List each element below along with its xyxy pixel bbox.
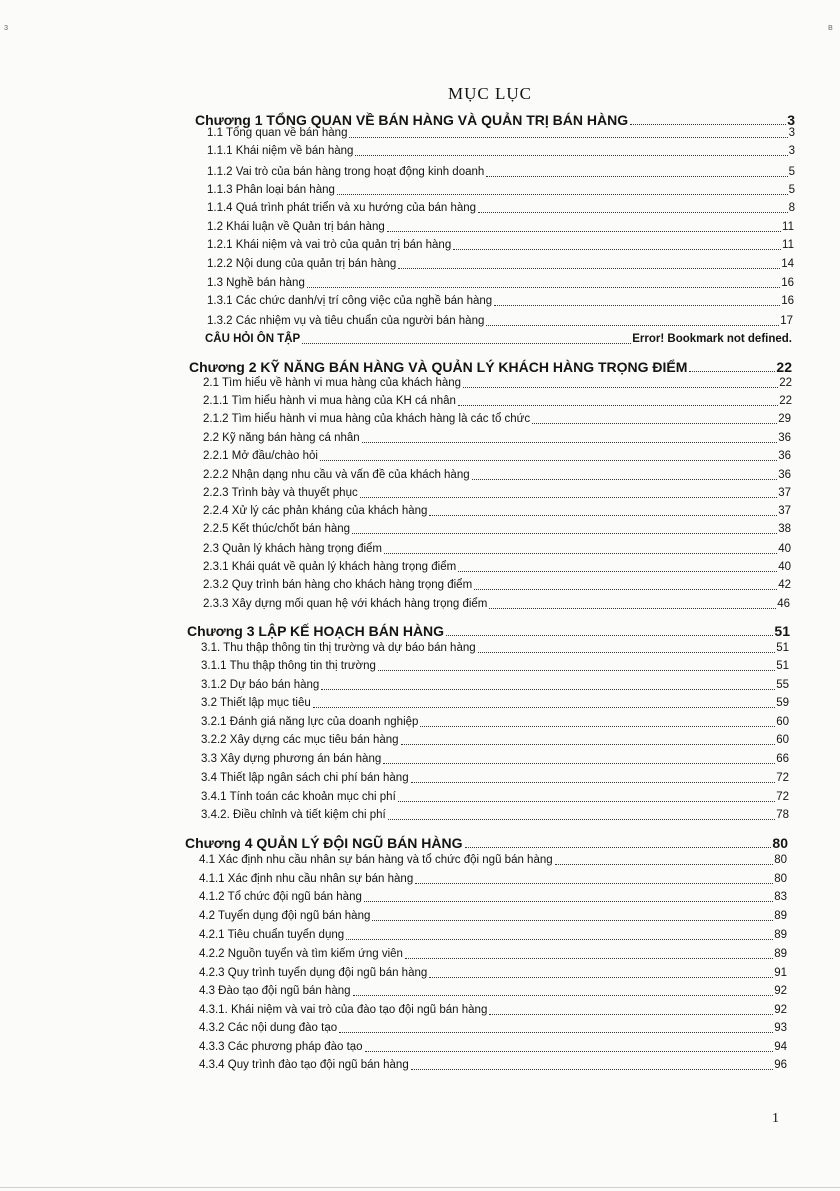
toc-entry-title: 3.2.2 Xây dựng các mục tiêu bán hàng xyxy=(201,734,399,746)
toc-entry[interactable] xyxy=(207,146,795,158)
toc-entry[interactable] xyxy=(201,643,789,655)
dot-leader xyxy=(398,801,775,802)
toc-entry-title: 3.4.1 Tính toán các khoản mục chi phí xyxy=(201,791,396,803)
dot-leader xyxy=(387,231,781,232)
toc-entry-page: 60 xyxy=(776,716,789,728)
toc-entry-page: 22 xyxy=(779,395,792,407)
dot-leader xyxy=(321,689,775,690)
toc-entry-page: 36 xyxy=(778,432,791,444)
dot-leader xyxy=(383,763,775,764)
toc-entry[interactable] xyxy=(207,203,795,215)
toc-entry[interactable] xyxy=(203,580,791,592)
dot-leader xyxy=(446,635,773,636)
toc-entry[interactable] xyxy=(201,754,789,766)
dot-leader xyxy=(478,652,776,653)
dot-leader xyxy=(494,305,780,306)
toc-entry[interactable] xyxy=(203,396,792,408)
toc-entry-title: 3.1. Thu thập thông tin thị trường và dự báo bán hàng xyxy=(201,642,476,654)
toc-entry-title: 4.3.3 Các phương pháp đào tạo xyxy=(199,1041,363,1053)
toc-entry[interactable] xyxy=(199,1060,787,1072)
toc-entry-title: 1.2.2 Nội dung của quản trị bán hàng xyxy=(207,258,397,270)
toc-entry-title: 1.1.4 Quá trình phát triển và xu hướng của bán hàng xyxy=(207,202,477,214)
dot-leader xyxy=(360,497,777,498)
dot-leader xyxy=(472,479,778,480)
toc-entry-page: 89 xyxy=(774,910,787,922)
toc-entry-page: 93 xyxy=(774,1022,787,1034)
toc-entry[interactable] xyxy=(203,470,791,482)
dot-leader xyxy=(349,137,787,138)
dot-leader xyxy=(486,325,779,326)
toc-entry-page: 16 xyxy=(781,277,794,289)
dot-leader xyxy=(302,343,631,344)
dot-leader xyxy=(420,726,775,727)
dot-leader xyxy=(411,1069,773,1070)
toc-entry-page: Error! Bookmark not defined. xyxy=(632,333,792,345)
toc-entry[interactable] xyxy=(207,296,794,308)
toc-entry-page: 5 xyxy=(788,166,795,178)
toc-entry[interactable] xyxy=(201,698,789,710)
toc-entry[interactable] xyxy=(201,735,789,747)
toc-entry-page: 51 xyxy=(776,642,789,654)
toc-entry[interactable] xyxy=(205,334,792,346)
toc-entry[interactable] xyxy=(203,414,791,426)
dot-leader xyxy=(388,819,775,820)
dot-leader xyxy=(346,939,773,940)
toc-entry-title: Chương 1 TỔNG QUAN VỀ BÁN HÀNG VÀ QUẢN TRỊ BÁN HÀNG xyxy=(195,112,629,128)
toc-entry[interactable] xyxy=(203,451,791,463)
toc-entry-page: 60 xyxy=(776,734,789,746)
toc-entry[interactable] xyxy=(199,986,787,998)
toc-chapter-entry[interactable] xyxy=(189,360,792,374)
dot-leader xyxy=(313,707,775,708)
toc-entry-page: 36 xyxy=(778,450,791,462)
toc-entry-page: 5 xyxy=(788,184,795,196)
dot-leader xyxy=(415,883,773,884)
dot-leader xyxy=(362,442,778,443)
toc-entry-page: 92 xyxy=(774,1004,787,1016)
toc-entry-title: Chương 3 LẬP KẾ HOẠCH BÁN HÀNG xyxy=(187,623,445,639)
toc-entry-title: 4.1.1 Xác định nhu cầu nhân sự bán hàng xyxy=(199,873,414,885)
toc-entry-page: 40 xyxy=(778,561,791,573)
toc-entry-title: 1.3.2 Các nhiệm vụ và tiêu chuẩn của người bán hàng xyxy=(207,315,485,327)
toc-entry-page: 66 xyxy=(776,753,789,765)
toc-entry-page: 37 xyxy=(778,505,791,517)
toc-entry[interactable] xyxy=(199,1023,787,1035)
toc-entry-page: 29 xyxy=(778,413,791,425)
dot-leader xyxy=(458,405,778,406)
page-title: MỤC LỤC xyxy=(448,84,532,103)
toc-entry[interactable] xyxy=(201,810,789,822)
toc-entry-title: Chương 4 QUẢN LÝ ĐỘI NGŨ BÁN HÀNG xyxy=(185,835,463,851)
dot-leader xyxy=(555,864,774,865)
dot-leader xyxy=(352,533,777,534)
toc-entry-page: 51 xyxy=(774,623,790,639)
toc-chapter-entry[interactable] xyxy=(185,836,788,850)
toc-entry[interactable] xyxy=(203,544,791,556)
toc-entry[interactable] xyxy=(199,1042,787,1054)
toc-entry-title: 3.4.2. Điều chỉnh và tiết kiệm chi phí xyxy=(201,809,386,821)
toc-entry-page: 14 xyxy=(781,258,794,270)
toc-entry-page: 46 xyxy=(777,598,790,610)
toc-entry-page: 3 xyxy=(787,112,795,128)
toc-entry[interactable] xyxy=(199,968,787,980)
toc-entry-title: 1.1.3 Phân loại bán hàng xyxy=(207,184,335,196)
dot-leader xyxy=(384,553,777,554)
dot-leader xyxy=(429,977,773,978)
toc-entry[interactable] xyxy=(203,433,791,445)
toc-entry-page: 80 xyxy=(774,854,787,866)
toc-entry-title: 4.2 Tuyển dụng đội ngũ bán hàng xyxy=(199,910,371,922)
toc-entry[interactable] xyxy=(207,222,794,234)
dot-leader xyxy=(405,958,773,959)
dot-leader xyxy=(307,287,780,288)
toc-entry-title: 2.1.1 Tìm hiểu hành vi mua hàng của KH cá nhân xyxy=(203,395,456,407)
dot-leader xyxy=(486,176,787,177)
toc-entry-title: 2.1 Tìm hiểu về hành vi mua hàng của khách hàng xyxy=(203,377,462,389)
bottom-rule xyxy=(0,1187,840,1188)
toc-entry-page: 40 xyxy=(778,543,791,555)
toc-entry-page: 36 xyxy=(778,469,791,481)
toc-entry-title: CÂU HỎI ÔN TẬP xyxy=(205,333,301,345)
toc-entry-title: 2.3.2 Quy trình bán hàng cho khách hàng trọng điểm xyxy=(203,579,473,591)
dot-leader xyxy=(398,268,780,269)
dot-leader xyxy=(337,194,788,195)
toc-entry-page: 37 xyxy=(778,487,791,499)
toc-entry[interactable] xyxy=(201,717,789,729)
toc-entry[interactable] xyxy=(203,562,791,574)
toc-entry[interactable] xyxy=(201,792,789,804)
toc-entry[interactable] xyxy=(201,661,789,673)
toc-entry-page: 11 xyxy=(782,221,794,233)
toc-entry-title: 1.1 Tổng quan về bán hàng xyxy=(207,127,348,139)
toc-entry-page: 80 xyxy=(772,835,788,851)
toc-entry-page: 22 xyxy=(779,377,792,389)
toc-entry-title: 3.1.2 Dự báo bán hàng xyxy=(201,679,320,691)
toc-entry-page: 11 xyxy=(782,239,794,251)
toc-entry-page: 72 xyxy=(776,791,789,803)
toc-entry-page: 92 xyxy=(774,985,787,997)
toc-entry-title: 3.2 Thiết lập mục tiêu xyxy=(201,697,311,709)
scan-mark-left: ɜ xyxy=(4,22,9,32)
page-number: 1 xyxy=(772,1111,779,1126)
toc-entry-page: 42 xyxy=(778,579,791,591)
dot-leader xyxy=(320,460,777,461)
dot-leader xyxy=(689,371,775,372)
toc-entry-title: 2.2.5 Kết thúc/chốt bán hàng xyxy=(203,523,351,535)
toc-entry[interactable] xyxy=(201,680,789,692)
toc-entry[interactable] xyxy=(207,167,795,179)
toc-entry-title: 2.2.2 Nhận dạng nhu cầu và vấn đề của khách hàng xyxy=(203,469,470,481)
toc-entry-title: 4.3.4 Quy trình đào tạo đội ngũ bán hàng xyxy=(199,1059,409,1071)
toc-entry-title: 2.3.1 Khái quát về quản lý khách hàng trọng điểm xyxy=(203,561,457,573)
toc-entry[interactable] xyxy=(199,1005,787,1017)
toc-entry[interactable] xyxy=(199,874,787,886)
toc-entry-title: 1.2 Khái luận về Quản trị bán hàng xyxy=(207,221,385,233)
toc-entry-page: 83 xyxy=(774,891,787,903)
toc-entry-title: 1.2.1 Khái niệm và vai trò của quản trị bán hàng xyxy=(207,239,452,251)
toc-entry[interactable] xyxy=(203,524,791,536)
dot-leader xyxy=(355,155,787,156)
toc-entry-page: 51 xyxy=(776,660,789,672)
toc-entry[interactable] xyxy=(199,911,787,923)
dot-leader xyxy=(474,589,777,590)
toc-entry-page: 91 xyxy=(774,967,787,979)
toc-entry-page: 89 xyxy=(774,948,787,960)
toc-entry[interactable] xyxy=(201,773,789,785)
toc-entry-title: 3.1.1 Thu thập thông tin thị trường xyxy=(201,660,376,672)
dot-leader xyxy=(630,124,786,125)
toc-entry[interactable] xyxy=(203,488,791,500)
toc-entry-title: 4.2.3 Quy trình tuyển dụng đội ngũ bán hàng xyxy=(199,967,428,979)
dot-leader xyxy=(453,249,781,250)
toc-entry[interactable] xyxy=(203,599,790,611)
toc-entry-title: 4.3.2 Các nội dung đào tạo xyxy=(199,1022,338,1034)
toc-entry-page: 3 xyxy=(788,145,795,157)
dot-leader xyxy=(365,1051,774,1052)
toc-entry-page: 78 xyxy=(776,809,789,821)
toc-entry-page: 94 xyxy=(774,1041,787,1053)
dot-leader xyxy=(478,212,788,213)
toc-entry-page: 89 xyxy=(774,929,787,941)
toc-entry-title: 2.3 Quản lý khách hàng trọng điểm xyxy=(203,543,383,555)
dot-leader xyxy=(339,1032,773,1033)
dot-leader xyxy=(429,515,777,516)
dot-leader xyxy=(458,571,777,572)
toc-entry[interactable] xyxy=(207,259,794,271)
toc-entry[interactable] xyxy=(207,240,794,252)
dot-leader xyxy=(463,387,778,388)
toc-entry-page: 55 xyxy=(776,679,789,691)
toc-entry-title: 1.1.1 Khái niệm về bán hàng xyxy=(207,145,354,157)
toc-entry-title: 2.2 Kỹ năng bán hàng cá nhân xyxy=(203,432,360,444)
toc-entry-title: 2.1.2 Tìm hiểu hành vi mua hàng của khách hàng là các tổ chức xyxy=(203,413,531,425)
toc-entry-page: 96 xyxy=(774,1059,787,1071)
toc-entry-title: 4.1 Xác định nhu cầu nhân sự bán hàng và tổ chức đội ngũ bán hàng xyxy=(199,854,553,866)
dot-leader xyxy=(411,782,776,783)
toc-entry-title: 4.2.1 Tiêu chuẩn tuyển dụng xyxy=(199,929,345,941)
dot-leader xyxy=(401,744,776,745)
toc-entry-title: 1.3 Nghề bán hàng xyxy=(207,277,305,289)
toc-entry[interactable] xyxy=(207,128,795,140)
toc-entry-title: 2.3.3 Xây dựng mối quan hệ với khách hàng trọng điểm xyxy=(203,598,488,610)
dot-leader xyxy=(372,920,773,921)
toc-entry-title: 2.2.4 Xử lý các phản kháng của khách hàng xyxy=(203,505,428,517)
toc-entry[interactable] xyxy=(203,378,792,390)
toc-entry-title: Chương 2 KỸ NĂNG BÁN HÀNG VÀ QUẢN LÝ KHÁCH HÀNG TRỌNG ĐIỂM xyxy=(189,359,688,375)
toc-entry-title: 3.3 Xây dựng phương án bán hàng xyxy=(201,753,382,765)
toc-entry[interactable] xyxy=(199,855,787,867)
dot-leader xyxy=(364,901,773,902)
dot-leader xyxy=(465,847,772,848)
toc-entry-page: 80 xyxy=(774,873,787,885)
toc-chapter-entry[interactable] xyxy=(187,624,790,638)
dot-leader xyxy=(489,608,776,609)
toc-entry[interactable] xyxy=(207,278,794,290)
toc-entry-page: 22 xyxy=(776,359,792,375)
dot-leader xyxy=(378,670,775,671)
toc-entry[interactable] xyxy=(203,506,791,518)
toc-entry-page: 3 xyxy=(788,127,795,139)
toc-entry-page: 72 xyxy=(776,772,789,784)
toc-entry-title: 1.3.1 Các chức danh/vị trí công việc của nghề bán hàng xyxy=(207,295,493,307)
toc-entry[interactable] xyxy=(199,892,787,904)
toc-entry-title: 4.1.2 Tổ chức đội ngũ bán hàng xyxy=(199,891,362,903)
toc-entry-page: 38 xyxy=(778,523,791,535)
toc-entry[interactable] xyxy=(199,930,787,942)
toc-entry-title: 3.4 Thiết lập ngân sách chi phí bán hàng xyxy=(201,772,409,784)
toc-entry[interactable] xyxy=(207,316,793,328)
toc-entry-title: 4.3 Đào tạo đội ngũ bán hàng xyxy=(199,985,351,997)
toc-entry-page: 17 xyxy=(780,315,793,327)
toc-entry[interactable] xyxy=(199,949,787,961)
toc-entry-page: 8 xyxy=(788,202,795,214)
toc-entry[interactable] xyxy=(207,185,795,197)
toc-entry-title: 3.2.1 Đánh giá năng lực của doanh nghiệp xyxy=(201,716,419,728)
dot-leader xyxy=(532,423,777,424)
toc-entry-title: 4.2.2 Nguồn tuyển và tìm kiếm ứng viên xyxy=(199,948,403,960)
dot-leader xyxy=(353,995,774,996)
dot-leader xyxy=(489,1014,773,1015)
toc-entry-title: 2.2.1 Mở đầu/chào hỏi xyxy=(203,450,318,462)
toc-entry-title: 2.2.3 Trình bày và thuyết phục xyxy=(203,487,358,499)
toc-entry-title: 1.1.2 Vai trò của bán hàng trong hoạt động kinh doanh xyxy=(207,166,485,178)
toc-chapter-entry[interactable] xyxy=(195,113,795,127)
toc-entry-title: 4.3.1. Khái niệm và vai trò của đào tạo đội ngũ bán hàng xyxy=(199,1004,488,1016)
toc-entry-page: 16 xyxy=(781,295,794,307)
scan-mark-right: ʙ xyxy=(828,22,833,32)
toc-entry-page: 59 xyxy=(776,697,789,709)
